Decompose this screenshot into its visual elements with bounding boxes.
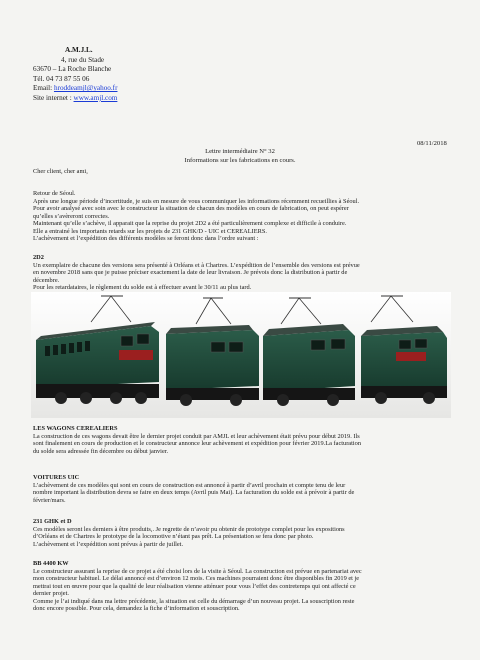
sender-street: 4, rue du Stade: [61, 55, 105, 64]
paragraph: Maintenant qu’elle s’achève, il apparait que la reprise du projet 2D2 a été particulièrement complexe et difficile à conduire.: [33, 220, 347, 227]
sender-web-line: [33, 94, 117, 104]
sender-email-label: Email:: [33, 84, 54, 93]
paragraph: qu’elles s’avèreront correctes.: [33, 212, 110, 220]
seoul-heading: Retour de Séoul.: [33, 190, 76, 197]
letter-title: [0, 148, 480, 165]
2d2-heading: 2D2: [33, 254, 44, 261]
uic-heading: VOITURES UIC: [33, 474, 80, 481]
paragraph: d’Orléans et de Chartres le prototype de la locomotive n’étant pas prêt. La présentation se fera donc par photo.: [33, 533, 314, 540]
sender-web-link[interactable]: www.amjl.com: [73, 93, 118, 102]
paragraph: du solde sera adressée fin décembre ou début janvier.: [33, 447, 169, 455]
paragraph: Comme je l’ai indiqué dans ma lettre précédente, la situation est celle du démarrage d’un nouveau projet. La souscription reste: [33, 597, 355, 605]
letter-date: 08/11/2018: [417, 140, 447, 147]
paragraph: dernier projet.: [33, 590, 69, 597]
greeting: [33, 168, 457, 176]
paragraph: Pour les retardataires, le règlement du solde est à effectuer avant le 30/11 au plus tard.: [33, 284, 252, 291]
sender-web-label: Site internet :: [33, 93, 74, 102]
sender-city: 63670 – La Roche Blanche: [33, 65, 112, 74]
paragraph: Pour avoir analysé avec soin avec le constructeur la situation de chacun des modèles en cours de fabrication, on peut espérer: [33, 205, 349, 212]
paragraph: La construction de ces wagons devait être le dernier projet conduit par AMJL et leur achèvement était prévu pour début 2019. Ils: [33, 432, 360, 440]
locomotives-illustration: [31, 292, 451, 418]
section-uic: [33, 474, 457, 504]
letter-title-number: Lettre intermédiaire N° 32: [205, 148, 275, 155]
paragraph: Après une longue période d’incertitude, je suis en mesure de vous communiquer les informations récemment recueillies à Séoul.: [33, 197, 360, 205]
sender-email-line: [33, 84, 117, 94]
sender-phone: Tél. 04 73 87 55 06: [33, 74, 90, 83]
section-wagons: [33, 425, 457, 455]
paragraph: en novembre 2018 sans que je puisse préciser exactement la date de leur livraison. Je prévois donc la distribution à partir de: [33, 269, 348, 276]
wagons-heading: LES WAGONS CEREALIERS: [33, 425, 118, 432]
sender-block: [33, 46, 117, 104]
bb-heading: BB 4400 KW: [33, 560, 69, 567]
sender-email-link[interactable]: hroddeamjl@yahoo.fr: [53, 84, 118, 93]
paragraph: L’achèvement et l’expédition des différents modèles se feront donc dans l’ordre suivant :: [33, 235, 259, 242]
paragraph: mettrai tout en œuvre pour que la qualité de leur réalisation vienne atténuer pour vous l’effet des contretemps qui ont affecté ce: [33, 582, 356, 590]
paragraph: mon constructeur habituel. Le délai annoncé est d’environ 12 mois. Ces machines pourraient donc être disponibles fin 2019 et je: [33, 575, 360, 582]
paragraph: nombre important la distribution devra se faire en deux temps (Avril puis Mai). La facturation du solde est à prévoir à partir de: [33, 489, 355, 496]
paragraph: L’achèvement et l’expédition sont prévus à partir de juillet.: [33, 540, 184, 548]
section-bb-4400: [33, 560, 457, 613]
paragraph: Elle a entrainé les importants retards sur les projets de 231 GHK/D - UIC et CEREALIERS.: [33, 227, 267, 235]
letter-title-subject: Informations sur les fabrications en cours.: [184, 156, 296, 164]
ghk-heading: 231 GHK et D: [33, 518, 72, 525]
paragraph: décembre.: [33, 276, 60, 284]
paragraph: février/mars.: [33, 496, 66, 504]
section-seoul: [33, 190, 457, 243]
sender-name: A.M.J.L.: [65, 46, 93, 54]
greeting-text: Cher client, cher ami,: [33, 168, 88, 175]
paragraph: Ces modèles seront les derniers à être produits,. Je regrette de n’avoir pu obtenir de prototype complet pour les expositions: [33, 525, 345, 533]
paragraph: L’achèvement de ces modèles qui sont en cours de construction est annoncé à partir d’avril prochain et compte tenu de leur: [33, 481, 346, 489]
paragraph: Le constructeur assurant la reprise de ce projet a été choisi lors de la visite à Séoul. La construction est prévue en partenariat avec: [33, 567, 362, 575]
paragraph: donc encore possible. Pour cela, demandez la fiche d’information et souscription.: [33, 605, 240, 612]
paragraph: sont finalement en cours de production et le constructeur annonce leur achèvement et expédition pour février 2019.La facturation: [33, 440, 361, 447]
locomotives-photo: [31, 292, 451, 418]
paragraph: Un exemplaire de chacune des versions sera présenté à Orléans et à Chartres. L’expédition de l’ensemble des versions est prévue: [33, 261, 360, 269]
section-231-ghk: [33, 518, 457, 548]
